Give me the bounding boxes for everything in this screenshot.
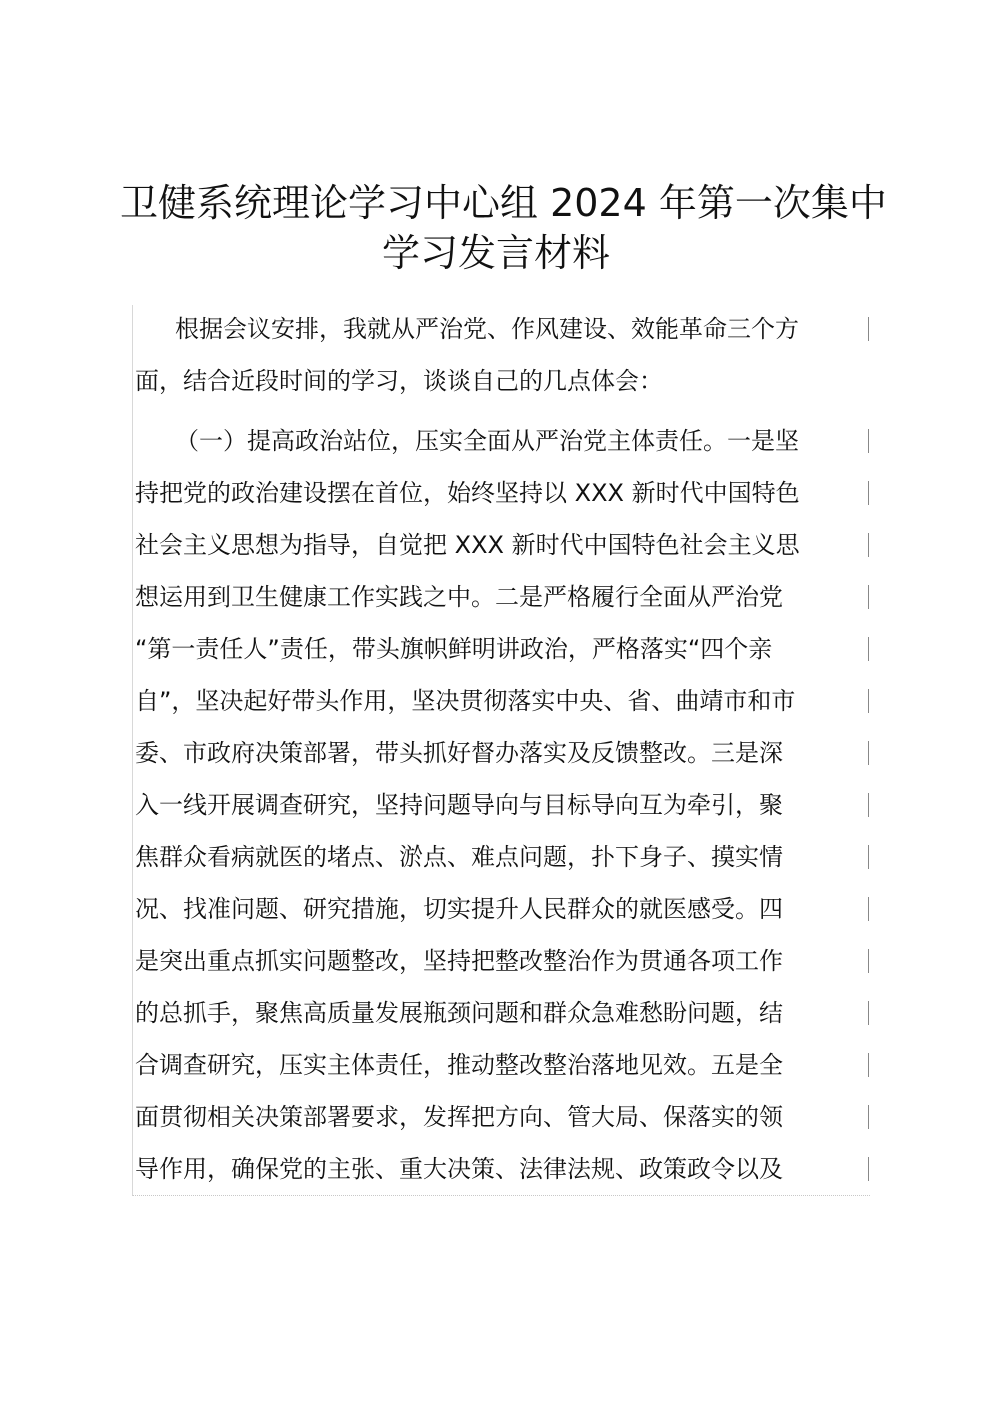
paragraph-line: “第一责任人”责任，带头旗帜鲜明讲政治，严格落实“四个亲 [135, 635, 773, 663]
paragraph-line: 社会主义思想为指导，自觉把 XXX 新时代中国特色社会主义思 [135, 531, 800, 559]
right-margin-mark [868, 1105, 869, 1129]
right-margin-mark [868, 317, 869, 341]
right-margin-mark [868, 741, 869, 765]
document-title [120, 178, 887, 278]
paragraph-line: 的总抓手，聚焦高质量发展瓶颈问题和群众急难愁盼问题，结 [135, 999, 783, 1027]
right-margin-mark [868, 1157, 869, 1181]
paragraph-line: 焦群众看病就医的堵点、淤点、难点问题，扑下身子、摸实情 [135, 843, 783, 871]
paragraph-line: 面，结合近段时间的学习，谈谈自己的几点体会： [135, 367, 663, 395]
paragraph-line: 根据会议安排，我就从严治党、作风建设、效能革命三个方 [175, 315, 799, 343]
paragraph-line: 合调查研究，压实主体责任，推动整改整治落地见效。五是全 [135, 1051, 783, 1079]
right-margin-mark [868, 429, 869, 453]
title-line-2: 学习发言材料 [381, 231, 610, 275]
right-margin-mark [868, 533, 869, 557]
title-line-1: 卫健系统理论学习中心组 2024 年第一次集中 [120, 181, 887, 225]
right-margin-mark [868, 481, 869, 505]
paragraph-line: 想运用到卫生健康工作实践之中。二是严格履行全面从严治党 [135, 583, 783, 611]
right-margin-mark [868, 897, 869, 921]
right-margin-mark [868, 845, 869, 869]
paragraph-line: 自”，坚决起好带头作用，坚决贯彻落实中央、省、曲靖市和市 [135, 687, 796, 715]
right-margin-mark [868, 1001, 869, 1025]
paragraph-line: 导作用，确保党的主张、重大决策、法律法规、政策政令以及 [135, 1155, 783, 1183]
right-margin-mark [868, 793, 869, 817]
right-margin-mark [868, 637, 869, 661]
paragraph-line: （一）提高政治站位，压实全面从严治党主体责任。一是坚 [175, 427, 799, 455]
paragraph-line: 委、市政府决策部署，带头抓好督办落实及反馈整改。三是深 [135, 739, 783, 767]
right-margin-mark [868, 689, 869, 713]
paragraph-line: 况、找准问题、研究措施，切实提升人民群众的就医感受。四 [135, 895, 783, 923]
paragraph-line: 入一线开展调查研究，坚持问题导向与目标导向互为牵引，聚 [135, 791, 783, 819]
right-margin-mark [868, 1053, 869, 1077]
paragraph-line: 面贯彻相关决策部署要求，发挥把方向、管大局、保落实的领 [135, 1103, 783, 1131]
paragraph-line: 是突出重点抓实问题整改，坚持把整改整治作为贯通各项工作 [135, 947, 783, 975]
paragraph-line: 持把党的政治建设摆在首位，始终坚持以 XXX 新时代中国特色 [135, 479, 800, 507]
right-margin-mark [868, 949, 869, 973]
right-margin-mark [868, 585, 869, 609]
